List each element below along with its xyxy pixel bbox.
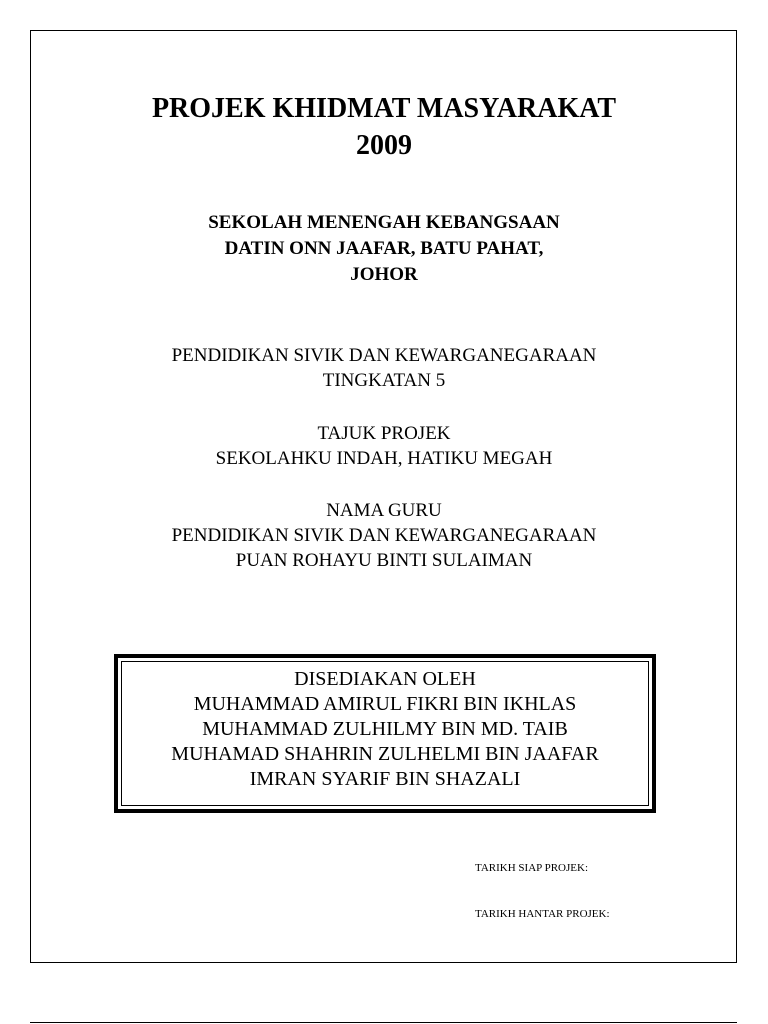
teacher-block	[0, 498, 768, 573]
prepared-by-label: DISEDIAKAN OLEH	[294, 668, 476, 690]
student-name: MUHAMMAD AMIRUL FIKRI BIN IKHLAS	[193, 693, 577, 715]
school-name	[0, 210, 768, 288]
topic-block	[0, 421, 768, 471]
completion-date-label: TARIKH SIAP PROJEK:	[475, 862, 589, 874]
student-name: MUHAMMAD ZULHILMY BIN MD. TAIB	[202, 718, 568, 740]
school-line-2: DATIN ONN JAAFAR, BATU PAHAT,	[224, 238, 544, 259]
submission-date-label: TARIKH HANTAR PROJEK:	[475, 908, 610, 920]
prepared-by-content	[118, 667, 652, 792]
subject-name: PENDIDIKAN SIVIK DAN KEWARGANEGARAAN	[171, 345, 597, 366]
teacher-name: PUAN ROHAYU BINTI SULAIMAN	[235, 550, 533, 571]
student-name: IMRAN SYARIF BIN SHAZALI	[249, 768, 521, 790]
document-title	[0, 90, 768, 164]
topic-value: SEKOLAHKU INDAH, HATIKU MEGAH	[215, 448, 553, 469]
topic-label: TAJUK PROJEK	[317, 423, 451, 444]
school-line-3: JOHOR	[350, 264, 418, 285]
page-border	[30, 30, 737, 963]
school-line-1: SEKOLAH MENENGAH KEBANGSAAN	[208, 212, 560, 233]
title-year: 2009	[356, 130, 412, 161]
prepared-by-box	[114, 654, 656, 813]
subject-block	[0, 343, 768, 393]
title-line-1: PROJEK KHIDMAT MASYARAKAT	[151, 93, 617, 124]
teacher-label: NAMA GURU	[326, 500, 442, 521]
teacher-subject: PENDIDIKAN SIVIK DAN KEWARGANEGARAAN	[171, 525, 597, 546]
bottom-rule	[30, 1022, 737, 1023]
student-name: MUHAMAD SHAHRIN ZULHELMI BIN JAAFAR	[171, 743, 599, 765]
subject-form: TINGKATAN 5	[322, 370, 446, 391]
